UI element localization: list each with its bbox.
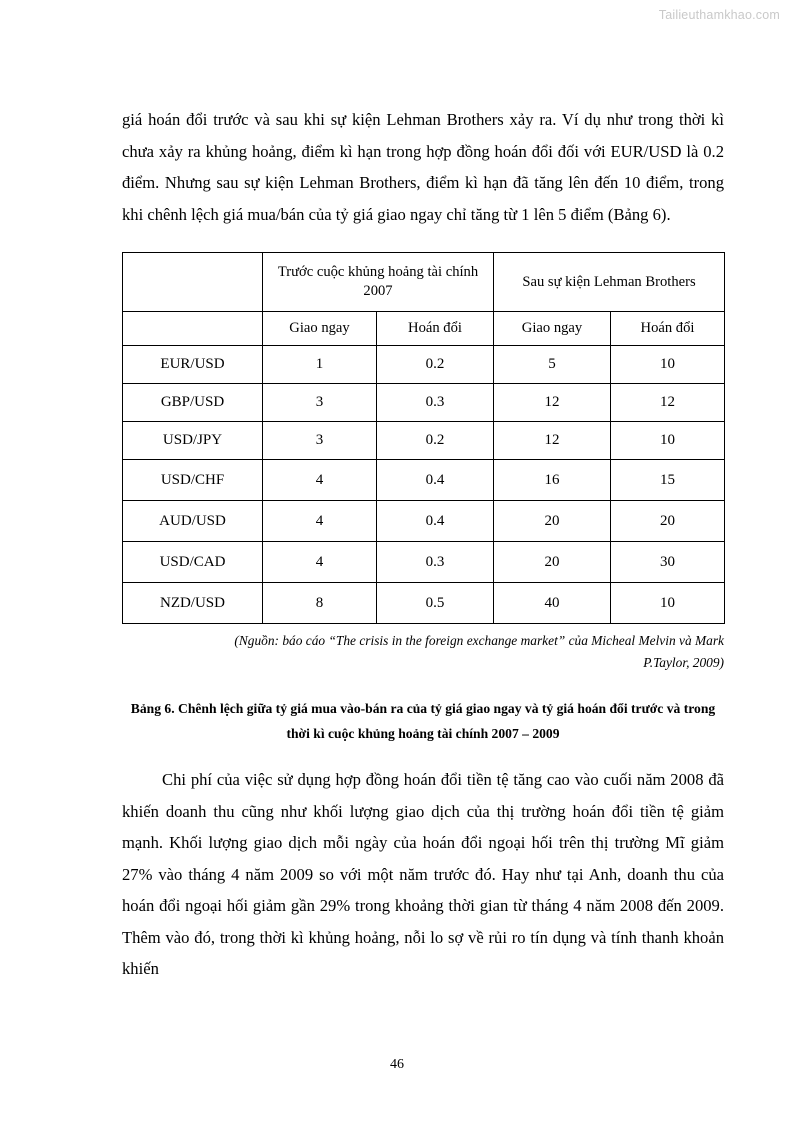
table-row (123, 583, 725, 624)
table-corner-cell (123, 253, 263, 312)
cell-aud-usd-swap-after: 20 (611, 501, 725, 542)
cell-usd-chf-spot-after: 16 (494, 460, 611, 501)
source-note-line-2: P.Taylor, 2009) (643, 655, 724, 670)
sub-header-swap-before: Hoán đổi (377, 312, 494, 346)
table-row (123, 422, 725, 460)
row-label-usd-jpy: USD/JPY (123, 422, 263, 460)
cell-usd-jpy-swap-before: 0.2 (377, 422, 494, 460)
table-caption (122, 696, 724, 746)
spacer (122, 746, 724, 764)
sub-header-corner (123, 312, 263, 346)
cell-usd-chf-swap-before: 0.4 (377, 460, 494, 501)
cell-eur-usd-spot-before: 1 (263, 346, 377, 384)
page-content (122, 104, 724, 985)
row-label-aud-usd: AUD/USD (123, 501, 263, 542)
table-header-row-groups (123, 253, 725, 312)
cell-gbp-usd-spot-before: 3 (263, 384, 377, 422)
cell-aud-usd-spot-after: 20 (494, 501, 611, 542)
cell-usd-jpy-spot-after: 12 (494, 422, 611, 460)
group-header-after-lehman: Sau sự kiện Lehman Brothers (494, 253, 725, 312)
table-row (123, 542, 725, 583)
cell-usd-cad-spot-before: 4 (263, 542, 377, 583)
table-body (123, 346, 725, 624)
cell-usd-chf-spot-before: 4 (263, 460, 377, 501)
sub-header-swap-after: Hoán đổi (611, 312, 725, 346)
cell-gbp-usd-spot-after: 12 (494, 384, 611, 422)
cell-gbp-usd-swap-after: 12 (611, 384, 725, 422)
paragraph-top: giá hoán đổi trước và sau khi sự kiện Lehman Brothers xảy ra. Ví dụ như trong thời kì chưa xảy ra khủng hoảng, điểm kì hạn trong hợp đồng hoán đổi đối với EUR/USD là 0.2 điểm. Nhưng sau sự kiện Lehman Brothers, điểm kì hạn đã tăng lên đến 10 điểm, trong khi chênh lệch giá mua/bán của tỷ giá giao ngay chỉ tăng từ 1 lên 5 điểm (Bảng 6). (122, 110, 724, 224)
table-source-note (122, 630, 724, 674)
cell-eur-usd-swap-after: 10 (611, 346, 725, 384)
row-label-usd-chf: USD/CHF (123, 460, 263, 501)
comparison-table (122, 252, 725, 624)
table-row (123, 346, 725, 384)
cell-eur-usd-swap-before: 0.2 (377, 346, 494, 384)
cell-aud-usd-swap-before: 0.4 (377, 501, 494, 542)
cell-usd-jpy-swap-after: 10 (611, 422, 725, 460)
row-label-gbp-usd: GBP/USD (123, 384, 263, 422)
group-header-before-crisis: Trước cuộc khủng hoảng tài chính 2007 (263, 253, 494, 312)
row-label-nzd-usd: NZD/USD (123, 583, 263, 624)
caption-line-1: Bảng 6. Chênh lệch giữa tỷ giá mua vào-bán ra của tỷ giá giao ngay và tỷ giá hoán đổi trước (130, 701, 664, 716)
table-header (123, 253, 725, 346)
sub-header-spot-before: Giao ngay (263, 312, 377, 346)
cell-usd-jpy-spot-before: 3 (263, 422, 377, 460)
table-row (123, 384, 725, 422)
watermark-text: Tailieuthamkhao.com (658, 8, 780, 22)
sub-header-spot-after: Giao ngay (494, 312, 611, 346)
cell-nzd-usd-swap-after: 10 (611, 583, 725, 624)
table-row (123, 501, 725, 542)
row-label-usd-cad: USD/CAD (123, 542, 263, 583)
cell-usd-chf-swap-after: 15 (611, 460, 725, 501)
caption-line-2: và trong thời kì cuộc khủng hoảng tài chính 2007 – 2009 (286, 701, 716, 741)
cell-nzd-usd-spot-after: 40 (494, 583, 611, 624)
cell-nzd-usd-spot-before: 8 (263, 583, 377, 624)
cell-usd-cad-swap-before: 0.3 (377, 542, 494, 583)
cell-usd-cad-spot-after: 20 (494, 542, 611, 583)
paragraph-bottom: Chi phí của việc sử dụng hợp đồng hoán đổi tiền tệ tăng cao vào cuối năm 2008 đã khiến doanh thu cũng như khối lượng giao dịch của thị trường hoán đổi tiền tệ giảm mạnh. Khối lượng giao dịch mỗi ngày của hoán đổi ngoại hối trên thị trường Mĩ giảm 27% vào tháng 4 năm 2009 so với một năm trước đó. Hay như tại Anh, doanh thu của hoán đổi ngoại hối giảm gần 29% trong khoảng thời gian từ tháng 4 năm 2008 đến 2009. Thêm vào đó, trong thời kì khủng hoảng, nỗi lo sợ về rủi ro tín dụng và tính thanh khoản khiến (122, 770, 724, 978)
cell-usd-cad-swap-after: 30 (611, 542, 725, 583)
page-number: 46 (390, 1057, 404, 1072)
table-header-row-subs (123, 312, 725, 346)
source-note-line-1: (Nguồn: báo cáo “The crisis in the foreign exchange market” của Micheal Melvin và Mark (234, 633, 724, 648)
cell-eur-usd-spot-after: 5 (494, 346, 611, 384)
cell-aud-usd-spot-before: 4 (263, 501, 377, 542)
cell-nzd-usd-swap-before: 0.5 (377, 583, 494, 624)
spacer (122, 230, 724, 252)
row-label-eur-usd: EUR/USD (123, 346, 263, 384)
table-row (123, 460, 725, 501)
cell-gbp-usd-swap-before: 0.3 (377, 384, 494, 422)
